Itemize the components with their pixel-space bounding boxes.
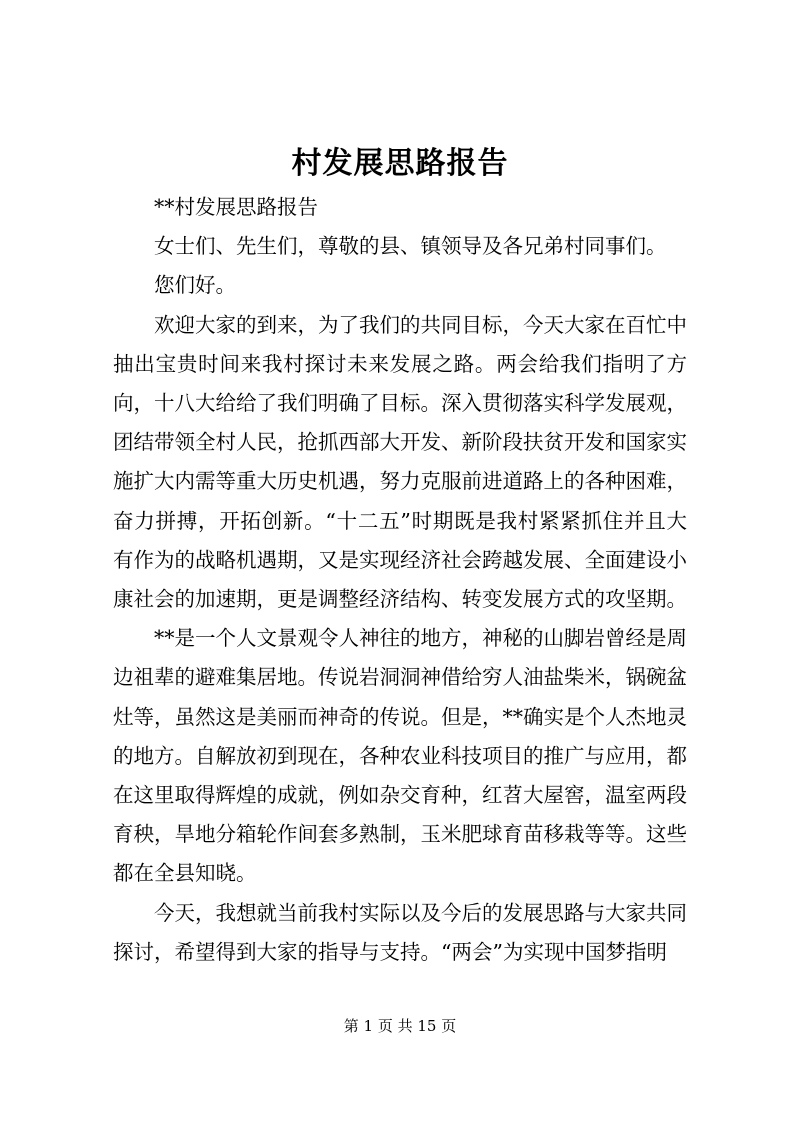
page-label-prefix: 第	[343, 1017, 359, 1035]
page-footer	[0, 1016, 800, 1036]
total-page-count: 15	[417, 1017, 437, 1035]
paragraph-village-intro: **是一个人文景观令人神往的地方，神秘的山脚岩曾经是周边祖辈的避难集居地。传说岩洞洞神借给穷人油盐柴米，锅碗盆灶等，虽然这是美丽而神奇的传说。但是，**确实是个人杰地灵的地方。自解放初到现在，各种农业科技项目的推广与应用，都在这里取得辉煌的成就，例如杂交育种，红苕大屋窖，温室两段育秧，旱地分箱轮作间套多熟制，玉米肥球育苗移栽等等。这些都在全县知晓。	[113, 626, 687, 886]
document-title: 村发展思路报告	[291, 146, 509, 181]
paragraph-greeting: 您们好。	[154, 273, 236, 298]
paragraph-today: 今天，我想就当前我村实际以及今后的发展思路与大家共同探讨，希望得到大家的指导与支持。“两会”为实现中国梦指明	[113, 900, 687, 964]
current-page-number: 1	[363, 1017, 374, 1035]
paragraph-subtitle: **村发展思路报告	[154, 195, 318, 219]
page-label-mid: 页 共	[377, 1017, 413, 1035]
document-body	[113, 188, 687, 972]
page-label-suffix: 页	[441, 1017, 457, 1035]
paragraph-welcome: 欢迎大家的到来，为了我们的共同目标，今天大家在百忙中抽出宝贵时间来我村探讨未来发展之路。两会给我们指明了方向，十八大给给了我们明确了目标。深入贯彻落实科学发展观，团结带领全村人民，抢抓西部大开发、新阶段扶贫开发和国家实施扩大内需等重大历史机遇，努力克服前进道路上的各种困难，奋力拼搏，开拓创新。“十二五”时期既是我村紧紧抓住并且大有作为的战略机遇期，又是实现经济社会跨越发展、全面建设小康社会的加速期，更是调整经济结构、转变发展方式的攻坚期。	[113, 312, 687, 612]
paragraph-salutation: 女士们、先生们，尊敬的县、镇领导及各兄弟村同事们。	[154, 234, 667, 259]
